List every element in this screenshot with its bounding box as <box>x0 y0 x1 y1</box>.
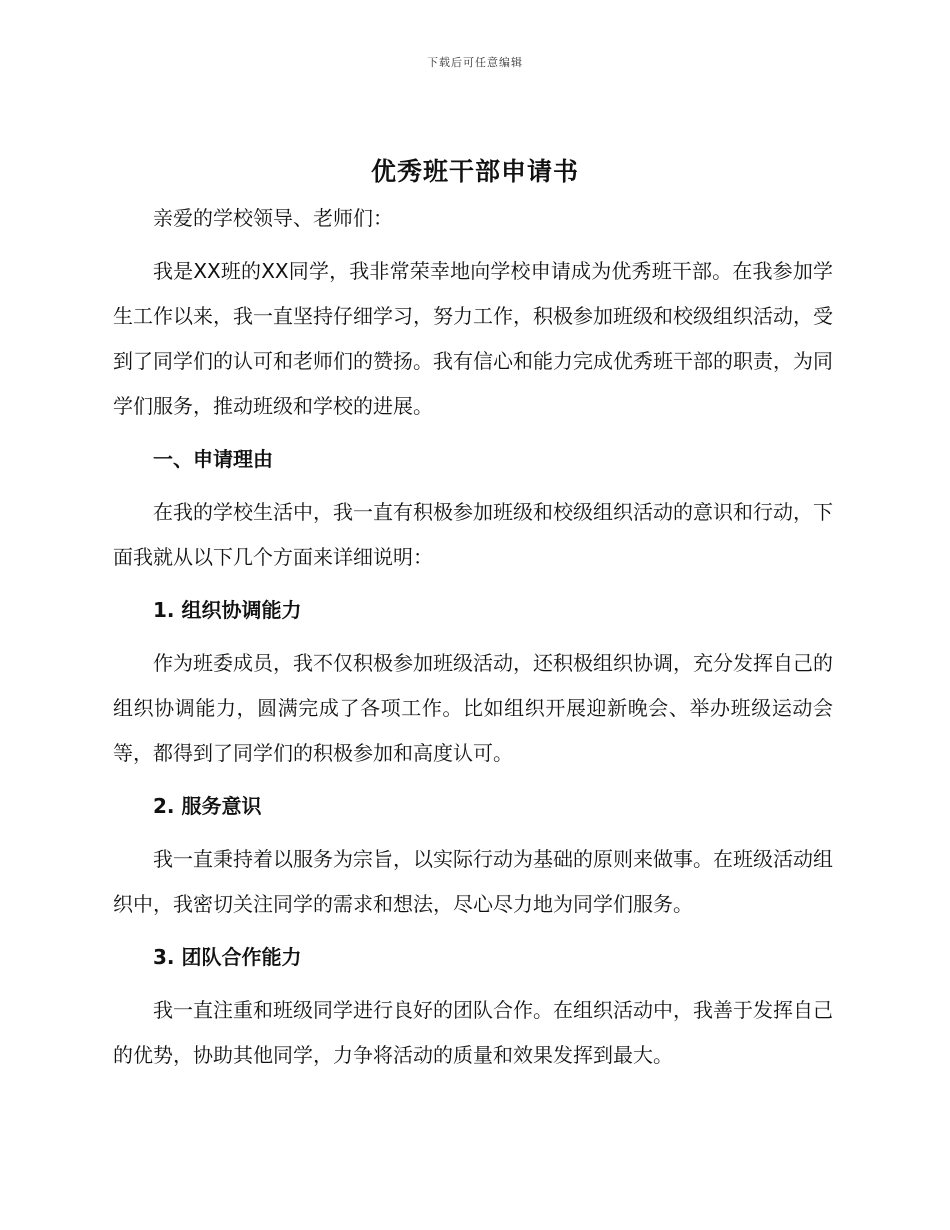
item-heading-teamwork: 3. 团队合作能力 <box>153 945 302 969</box>
intro-paragraph: 我是XX班的XX同学，我非常荣幸地向学校申请成为优秀班干部。在我参加学生工作以来，我一直坚持仔细学习，努力工作，积极参加班级和校级组织活动，受到了同学们的认可和老师们的赞扬。我有信心和能力完成优秀班干部的职责，为同学们服务，推动班级和学校的进展。 <box>113 259 833 418</box>
document-title: 优秀班干部申请书 <box>370 157 579 186</box>
section-heading-reasons: 一、申请理由 <box>153 447 273 471</box>
item-service-paragraph: 我一直秉持着以服务为宗旨，以实际行动为基础的原则来做事。在班级活动组织中，我密切关注同学的需求和想法，尽心尽力地为同学们服务。 <box>113 847 833 916</box>
item-heading-organization: 1. 组织协调能力 <box>153 598 302 622</box>
item-teamwork-paragraph: 我一直注重和班级同学进行良好的团队合作。在组织活动中，我善于发挥自己的优势，协助其他同学，力争将活动的质量和效果发挥到最大。 <box>113 998 833 1067</box>
item-heading-service: 2. 服务意识 <box>153 794 262 818</box>
page-header-note: 下载后可任意编辑 <box>427 56 523 69</box>
document-body <box>113 196 833 1086</box>
greeting: 亲爱的学校领导、老师们： <box>153 206 393 230</box>
item-organization-paragraph: 作为班委成员，我不仅积极参加班级活动，还积极组织协调，充分发挥自己的组织协调能力，圆满完成了各项工作。比如组织开展迎新晚会、举办班级运动会等，都得到了同学们的积极参加和高度认可。 <box>113 651 833 765</box>
section-reasons-paragraph: 在我的学校生活中，我一直有积极参加班级和校级组织活动的意识和行动，下面我就从以下几个方面来详细说明： <box>113 500 833 569</box>
